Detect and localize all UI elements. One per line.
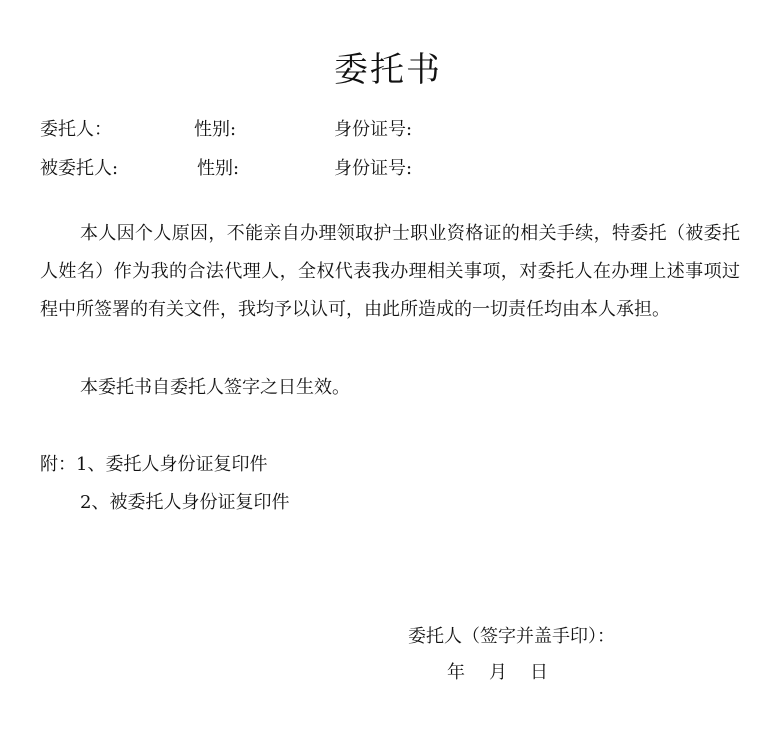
- principal-label: 委托人：: [40, 119, 112, 140]
- document-title: 委托书: [334, 50, 442, 90]
- agent-id-label: 身份证号:: [334, 158, 413, 179]
- date-month: 月: [489, 662, 507, 683]
- principal-id-label: 身份证号:: [334, 119, 413, 140]
- date-day: 日: [530, 662, 548, 683]
- attachment-item-1: 附：1、委托人身份证复印件: [40, 454, 268, 475]
- attachment-item-2: 2、被委托人身份证复印件: [80, 492, 290, 513]
- principal-gender-label: 性别:: [194, 119, 237, 140]
- signature-label: 委托人（签字并盖手印）：: [408, 626, 615, 647]
- body-paragraph-2: 本委托书自委托人签字之日生效。: [80, 377, 350, 398]
- agent-gender-label: 性别:: [197, 158, 240, 179]
- body-paragraph-1: 本人因个人原因，不能亲自办理领取护士职业资格证的相关手续，特委托（被委托人姓名）作为我的合法代理人，全权代表我办理相关事项，对委托人在办理上述事项过程中所签署的有关文件，我均予以认可，由此所造成的一切责任均由本人承担。: [40, 223, 740, 320]
- date-year: 年: [447, 662, 465, 683]
- agent-label: 被委托人:: [40, 158, 119, 179]
